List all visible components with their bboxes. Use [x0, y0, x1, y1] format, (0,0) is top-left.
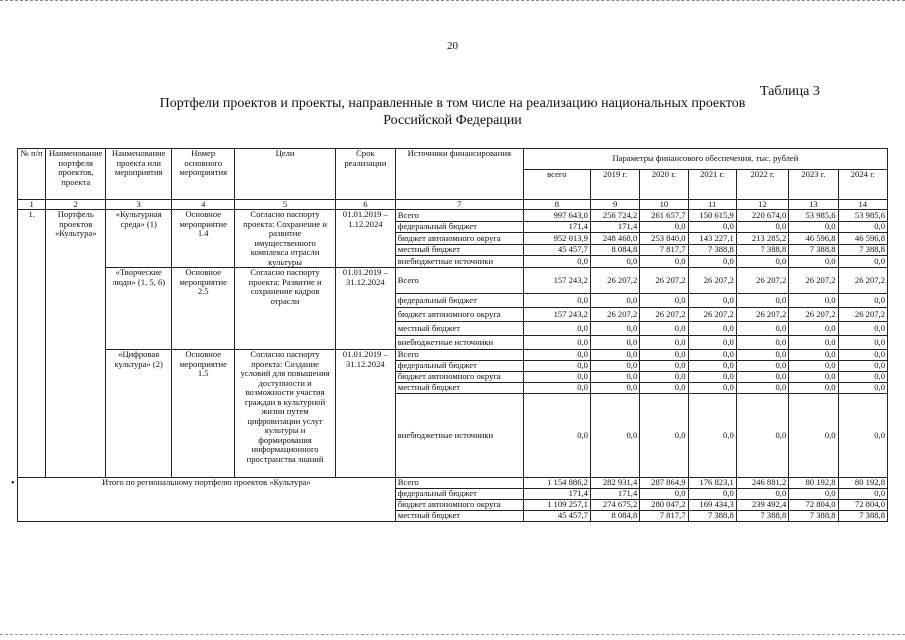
- amount-cell: 53 985,6: [838, 210, 887, 222]
- funding-source: местный бюджет: [395, 322, 523, 336]
- amount-cell: 253 840,0: [640, 233, 688, 245]
- amount-cell: 0,0: [736, 322, 788, 336]
- scan-edge-top: [0, 0, 905, 4]
- amount-cell: 0,0: [640, 350, 688, 361]
- amount-cell: 7 388,8: [736, 244, 788, 256]
- amount-cell: 1 109 257,1: [523, 500, 590, 511]
- event-number: Основное мероприятие 1.4: [172, 210, 235, 268]
- amount-cell: 0,0: [640, 489, 688, 500]
- amount-cell: 0,0: [590, 294, 639, 308]
- total-row: [18, 478, 888, 489]
- amount-cell: 0,0: [590, 350, 639, 361]
- amount-cell: 0,0: [838, 336, 887, 350]
- document-title: [100, 95, 805, 129]
- amount-cell: 0,0: [640, 372, 688, 383]
- amount-cell: 0,0: [523, 361, 590, 372]
- amount-cell: 0,0: [688, 336, 736, 350]
- amount-cell: 8 084,8: [590, 511, 639, 522]
- header-year: 2021 г.: [688, 170, 736, 200]
- funding-source: бюджет автономного округа: [395, 500, 523, 511]
- amount-cell: 7 388,8: [838, 511, 887, 522]
- amount-cell: 0,0: [736, 350, 788, 361]
- header-column-index: 2: [46, 200, 106, 210]
- amount-cell: 248 468,0: [590, 233, 639, 245]
- project-term: 01.01.2019 – 31.12.2024: [335, 350, 395, 478]
- amount-cell: 213 285,2: [736, 233, 788, 245]
- amount-cell: 0,0: [838, 489, 887, 500]
- header-year: 2019 г.: [590, 170, 639, 200]
- project-term: 01.01.2019 – 1.12.2024: [335, 210, 395, 268]
- amount-cell: 26 207,2: [736, 268, 788, 294]
- amount-cell: 0,0: [789, 372, 838, 383]
- header-column-index: 13: [789, 200, 838, 210]
- amount-cell: 0,0: [590, 394, 639, 478]
- amount-cell: 997 643,0: [523, 210, 590, 222]
- amount-cell: 0,0: [736, 372, 788, 383]
- amount-cell: 274 675,2: [590, 500, 639, 511]
- amount-cell: 0,0: [688, 322, 736, 336]
- amount-cell: 26 207,2: [640, 308, 688, 322]
- funding-source: Всего: [395, 478, 523, 489]
- amount-cell: 0,0: [640, 336, 688, 350]
- amount-cell: 176 823,1: [688, 478, 736, 489]
- header-year: всего: [523, 170, 590, 200]
- amount-cell: 0,0: [590, 372, 639, 383]
- amount-cell: 0,0: [736, 221, 788, 233]
- amount-cell: 26 207,2: [838, 308, 887, 322]
- funding-source: федеральный бюджет: [395, 221, 523, 233]
- project-name: «Культурная среда» (1): [106, 210, 172, 268]
- amount-cell: 45 457,7: [523, 511, 590, 522]
- amount-cell: 0,0: [688, 489, 736, 500]
- amount-cell: 7 388,8: [789, 244, 838, 256]
- header-year: 2024 г.: [838, 170, 887, 200]
- amount-cell: 0,0: [789, 336, 838, 350]
- amount-cell: 0,0: [736, 256, 788, 268]
- amount-cell: 53 985,6: [789, 210, 838, 222]
- amount-cell: 0,0: [590, 383, 639, 394]
- header-column-index: 12: [736, 200, 788, 210]
- table-row: [18, 268, 888, 294]
- amount-cell: 0,0: [789, 294, 838, 308]
- amount-cell: 256 724,2: [590, 210, 639, 222]
- amount-cell: 0,0: [590, 361, 639, 372]
- document-title-line-1: Портфели проектов и проекты, направленные в том числе на реализацию национальных проектов: [159, 96, 746, 111]
- amount-cell: 0,0: [688, 361, 736, 372]
- header-project: Наименование проекта или мероприятия: [106, 149, 172, 200]
- amount-cell: 246 881,2: [736, 478, 788, 489]
- amount-cell: 0,0: [523, 336, 590, 350]
- amount-cell: 0,0: [688, 383, 736, 394]
- header-column-index: 6: [335, 200, 395, 210]
- amount-cell: 0,0: [688, 294, 736, 308]
- amount-cell: 0,0: [640, 221, 688, 233]
- header-column-index: 1: [18, 200, 46, 210]
- amount-cell: 0,0: [736, 394, 788, 478]
- amount-cell: 0,0: [789, 361, 838, 372]
- amount-cell: 26 207,2: [688, 268, 736, 294]
- header-column-index: 9: [590, 200, 639, 210]
- amount-cell: 143 227,1: [688, 233, 736, 245]
- amount-cell: 0,0: [688, 394, 736, 478]
- amount-cell: 0,0: [736, 489, 788, 500]
- amount-cell: 46 596,8: [838, 233, 887, 245]
- amount-cell: 0,0: [838, 361, 887, 372]
- header-goals: Цели: [235, 149, 336, 200]
- amount-cell: 0,0: [688, 256, 736, 268]
- amount-cell: 7 388,8: [688, 244, 736, 256]
- header-event-number: Номер основного мероприятия: [172, 149, 235, 200]
- amount-cell: 0,0: [736, 361, 788, 372]
- amount-cell: 0,0: [523, 372, 590, 383]
- amount-cell: 0,0: [640, 383, 688, 394]
- amount-cell: 169 434,3: [688, 500, 736, 511]
- header-column-index: 3: [106, 200, 172, 210]
- amount-cell: 26 207,2: [789, 308, 838, 322]
- portfolio-name: Портфель проектов «Культура»: [46, 210, 106, 478]
- header-financial-params: Параметры финансового обеспечения, тыс. рублей: [523, 149, 887, 170]
- amount-cell: 7 817,7: [640, 244, 688, 256]
- header-year: 2020 г.: [640, 170, 688, 200]
- amount-cell: 72 804,0: [838, 500, 887, 511]
- project-goal: Согласно паспорту проекта: Сохранение и развитие имущественного комплекса отрасли культуры: [235, 210, 336, 268]
- funding-source: Всего: [395, 350, 523, 361]
- amount-cell: 0,0: [736, 383, 788, 394]
- funding-source: внебюджетные источники: [395, 394, 523, 478]
- amount-cell: 0,0: [789, 350, 838, 361]
- amount-cell: 171,4: [590, 489, 639, 500]
- amount-cell: 0,0: [838, 221, 887, 233]
- funding-source: Всего: [395, 210, 523, 222]
- scan-edge-bottom: [0, 634, 905, 637]
- amount-cell: 7 388,8: [838, 244, 887, 256]
- header-sources: Источники финансирования: [395, 149, 523, 200]
- amount-cell: 26 207,2: [688, 308, 736, 322]
- project-goal: Согласно паспорту проекта: Создание условий для повышения доступности и возможности участия граждан в культурной жизни путем цифровизации услуг культуры и формирования информационного пространства знаний: [235, 350, 336, 478]
- amount-cell: 0,0: [838, 383, 887, 394]
- amount-cell: 0,0: [789, 394, 838, 478]
- total-label: Итого по региональному портфелю проектов «Культура»: [18, 478, 396, 522]
- funding-source: бюджет автономного округа: [395, 308, 523, 322]
- amount-cell: 0,0: [789, 256, 838, 268]
- amount-cell: 220 674,0: [736, 210, 788, 222]
- header-year: 2022 г.: [736, 170, 788, 200]
- funding-source: внебюджетные источники: [395, 256, 523, 268]
- amount-cell: 0,0: [523, 350, 590, 361]
- amount-cell: 80 192,8: [838, 478, 887, 489]
- projects-table: [17, 148, 888, 522]
- amount-cell: 0,0: [789, 383, 838, 394]
- header-year: 2023 г.: [789, 170, 838, 200]
- amount-cell: 171,4: [523, 489, 590, 500]
- amount-cell: 0,0: [688, 372, 736, 383]
- scan-mark: •: [11, 478, 15, 489]
- project-term: 01.01.2019 – 31.12.2024: [335, 268, 395, 350]
- funding-source: федеральный бюджет: [395, 489, 523, 500]
- amount-cell: 157 243,2: [523, 268, 590, 294]
- funding-source: внебюджетные источники: [395, 336, 523, 350]
- header-term: Срок реализации: [335, 149, 395, 200]
- amount-cell: 0,0: [789, 221, 838, 233]
- amount-cell: 26 207,2: [736, 308, 788, 322]
- amount-cell: 0,0: [523, 383, 590, 394]
- row-number: 1.: [18, 210, 46, 478]
- amount-cell: 45 457,7: [523, 244, 590, 256]
- amount-cell: 0,0: [590, 256, 639, 268]
- funding-source: Всего: [395, 268, 523, 294]
- amount-cell: 0,0: [838, 350, 887, 361]
- header-column-index: 8: [523, 200, 590, 210]
- amount-cell: 0,0: [523, 294, 590, 308]
- amount-cell: 0,0: [838, 294, 887, 308]
- page-number: 20: [447, 40, 458, 52]
- amount-cell: 952 013,9: [523, 233, 590, 245]
- amount-cell: 26 207,2: [789, 268, 838, 294]
- amount-cell: 0,0: [640, 394, 688, 478]
- amount-cell: 0,0: [736, 336, 788, 350]
- amount-cell: 80 192,8: [789, 478, 838, 489]
- amount-cell: 282 931,4: [590, 478, 639, 489]
- amount-cell: 261 657,7: [640, 210, 688, 222]
- amount-cell: 0,0: [590, 322, 639, 336]
- amount-cell: 26 207,2: [590, 308, 639, 322]
- amount-cell: 0,0: [838, 256, 887, 268]
- amount-cell: 26 207,2: [590, 268, 639, 294]
- funding-source: федеральный бюджет: [395, 361, 523, 372]
- amount-cell: 8 084,8: [590, 244, 639, 256]
- amount-cell: 46 596,8: [789, 233, 838, 245]
- funding-source: бюджет автономного округа: [395, 372, 523, 383]
- event-number: Основное мероприятие 2.5: [172, 268, 235, 350]
- amount-cell: 171,4: [523, 221, 590, 233]
- header-column-index: 5: [235, 200, 336, 210]
- amount-cell: 0,0: [640, 256, 688, 268]
- amount-cell: 0,0: [688, 350, 736, 361]
- header-column-index: 10: [640, 200, 688, 210]
- document-title-line-2: Российской Федерации: [383, 113, 522, 128]
- amount-cell: 0,0: [736, 294, 788, 308]
- funding-source: местный бюджет: [395, 244, 523, 256]
- header-column-index: 11: [688, 200, 736, 210]
- amount-cell: 7 388,8: [736, 511, 788, 522]
- funding-source: местный бюджет: [395, 383, 523, 394]
- amount-cell: 0,0: [640, 361, 688, 372]
- amount-cell: 0,0: [640, 322, 688, 336]
- amount-cell: 7 388,8: [688, 511, 736, 522]
- amount-cell: 0,0: [838, 322, 887, 336]
- amount-cell: 0,0: [590, 336, 639, 350]
- amount-cell: 0,0: [523, 256, 590, 268]
- amount-cell: 1 154 886,2: [523, 478, 590, 489]
- amount-cell: 157 243,2: [523, 308, 590, 322]
- amount-cell: 280 047,2: [640, 500, 688, 511]
- amount-cell: 26 207,2: [838, 268, 887, 294]
- project-name: «Творческие люди» (1, 5, 6): [106, 268, 172, 350]
- amount-cell: 72 804,0: [789, 500, 838, 511]
- header-column-index: 7: [395, 200, 523, 210]
- amount-cell: 0,0: [789, 322, 838, 336]
- table-row: [18, 350, 888, 361]
- amount-cell: 0,0: [838, 394, 887, 478]
- amount-cell: 0,0: [688, 221, 736, 233]
- amount-cell: 0,0: [838, 372, 887, 383]
- header-column-index: 4: [172, 200, 235, 210]
- event-number: Основное мероприятие 1.5: [172, 350, 235, 478]
- amount-cell: 287 864,9: [640, 478, 688, 489]
- amount-cell: 0,0: [640, 294, 688, 308]
- header-no: № п/п: [18, 149, 46, 200]
- amount-cell: 26 207,2: [640, 268, 688, 294]
- funding-source: местный бюджет: [395, 511, 523, 522]
- project-goal: Согласно паспорту проекта: Развитие и сохранение кадров отрасли: [235, 268, 336, 350]
- header-portfolio: Наименование портфеля проектов, проекта: [46, 149, 106, 200]
- amount-cell: 239 492,4: [736, 500, 788, 511]
- amount-cell: 171,4: [590, 221, 639, 233]
- amount-cell: 150 615,9: [688, 210, 736, 222]
- amount-cell: 7 388,8: [789, 511, 838, 522]
- header-column-index: 14: [838, 200, 887, 210]
- table-number: Таблица 3: [760, 84, 820, 99]
- amount-cell: 0,0: [789, 489, 838, 500]
- project-name: «Цифровая культура» (2): [106, 350, 172, 478]
- amount-cell: 0,0: [523, 394, 590, 478]
- funding-source: федеральный бюджет: [395, 294, 523, 308]
- table-row: [18, 210, 888, 222]
- funding-source: бюджет автономного округа: [395, 233, 523, 245]
- amount-cell: 7 817,7: [640, 511, 688, 522]
- amount-cell: 0,0: [523, 322, 590, 336]
